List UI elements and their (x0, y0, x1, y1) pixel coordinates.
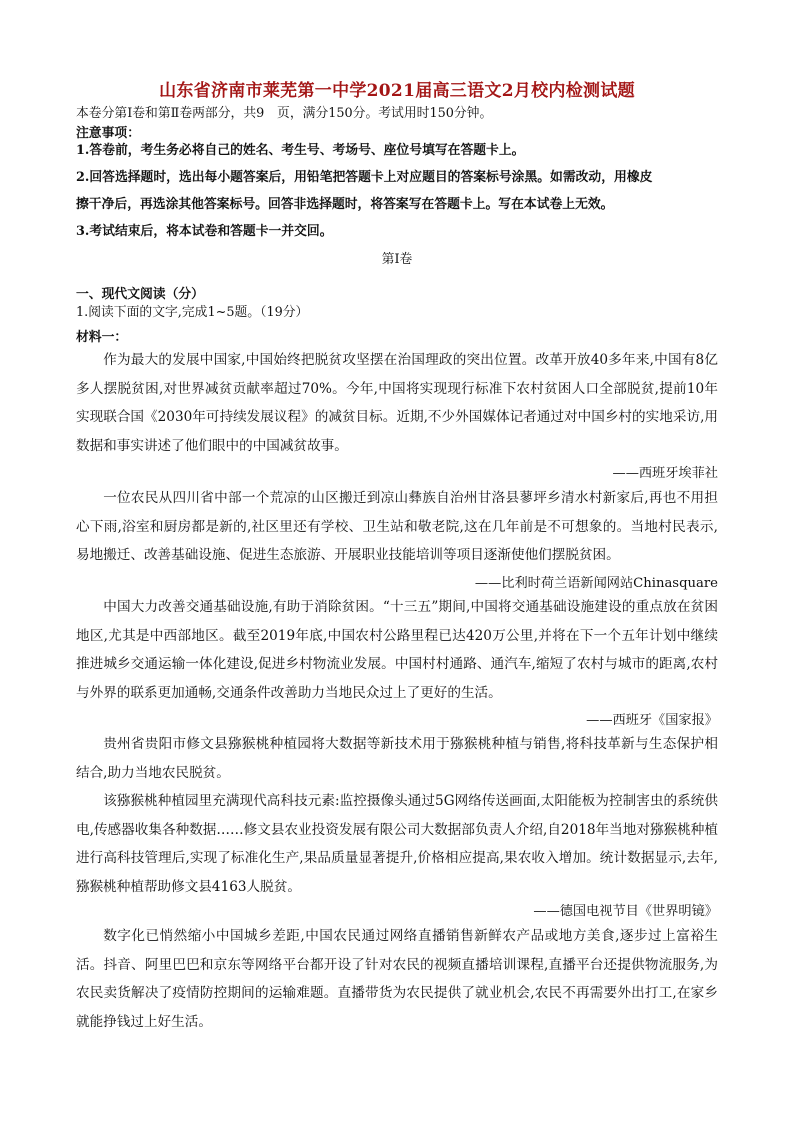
passage-5-source: ——德国电视节目《世界明镜》 (533, 904, 718, 919)
part-label: 第Ⅰ卷 (381, 252, 413, 267)
passage-2: 一位农民从四川省中部一个荒凉的山区搬迁到凉山彝族自治州甘洛县蓼坪乡清水村新家后,再也不用担心下雨,浴室和厨房都是新的,社区里还有学校、卫生站和敬老院,这在几年前是不可想象的。当地村民表示,易地搬迁、改善基础设施、促进生态旅游、开展职业技能培训等项目逐渐使他们摆脱贫困。 (76, 490, 718, 563)
note-item-3: 3.考试结束后，将本试卷和答题卡一并交回。 (76, 224, 333, 239)
section-heading: 一、现代文阅读（分） (76, 287, 204, 302)
passage-3-source: ——西班牙《国家报》 (586, 713, 718, 728)
page-title: 山东省济南市莱芜第一中学2021届高三语文2月校内检测试题 (159, 81, 635, 101)
question-instruction: 1.阅读下面的文字,完成1~5题。（19分） (76, 305, 309, 320)
note-item-2-cont: 擦干净后，再选涂其他答案标号。回答非选择题时，将答案写在答题卡上。写在本试卷上无效。 (76, 197, 614, 212)
passage-6: 数字化已悄然缩小中国城乡差距,中国农民通过网络直播销售新鲜农产品或地方美食,逐步过上富裕生活。抖音、阿里巴巴和京东等网络平台都开设了针对农民的视频直播培训课程,直播平台还提供物流服务,为农民卖货解决了疫情防控期间的运输难题。直播带货为农民提供了就业机会,农民不再需要外出打工,在家乡就能挣钱过上好生活。 (76, 928, 718, 1030)
passage-1-source: ——西班牙埃菲社 (612, 466, 718, 481)
passage-2-source: ——比利时荷兰语新闻网站Chinasquare (474, 576, 718, 591)
note-item-1: 1.答卷前，考生务必将自己的姓名、考生号、考场号、座位号填写在答题卡上。 (76, 143, 525, 158)
passage-1: 作为最大的发展中国家,中国始终把脱贫攻坚摆在治国理政的突出位置。改革开放40多年来,中国有8亿多人摆脱贫困,对世界减贫贡献率超过70%。今年,中国将实现现行标准下农村贫困人口全部脱贫,提前10年实现联合国《2030年可持续发展议程》的减贫目标。近期,不少外国媒体记者通过对中国乡村的实地采访,用数据和事实讲述了他们眼中的中国减贫故事。 (76, 352, 718, 454)
exam-intro: 本卷分第Ⅰ卷和第Ⅱ卷两部分，共9 页，满分150分。考试用时150分钟。 (76, 106, 493, 121)
passage-5: 该猕猴桃种植园里充满现代高科技元素:监控摄像头通过5G网络传送画面,太阳能板为控制害虫的系统供电,传感器收集各种数据……修文县农业投资发展有限公司大数据部负责人介绍,自2018年当地对猕猴桃种植进行高科技管理后,实现了标准化生产,果品质量显著提升,价格相应提高,果农收入增加。统计数据显示,去年,猕猴桃种植帮助修文县4163人脱贫。 (76, 793, 718, 895)
passage-3: 中国大力改善交通基础设施,有助于消除贫困。“十三五”期间,中国将交通基础设施建设的重点放在贫困地区,尤其是中西部地区。截至2019年底,中国农村公路里程已达420万公里,并将在下一个五年计划中继续推进城乡交通运输一体化建设,促进乡村物流业发展。中国村村通路、通汽车,缩短了农村与城市的距离,农村与外界的联系更加通畅,交通条件改善助力当地民众过上了更好的生活。 (76, 599, 718, 701)
note-item-2: 2.回答选择题时，选出每小题答案后，用铅笔把答题卡上对应题目的答案标号涂黑。如需改动，用橡皮 (76, 170, 653, 185)
material-label: 材料一： (76, 330, 128, 345)
notes-heading: 注意事项： (76, 126, 140, 141)
passage-4: 贵州省贵阳市修文县猕猴桃种植园将大数据等新技术用于猕猴桃种植与销售,将科技革新与生态保护相结合,助力当地农民脱贫。 (76, 736, 718, 781)
